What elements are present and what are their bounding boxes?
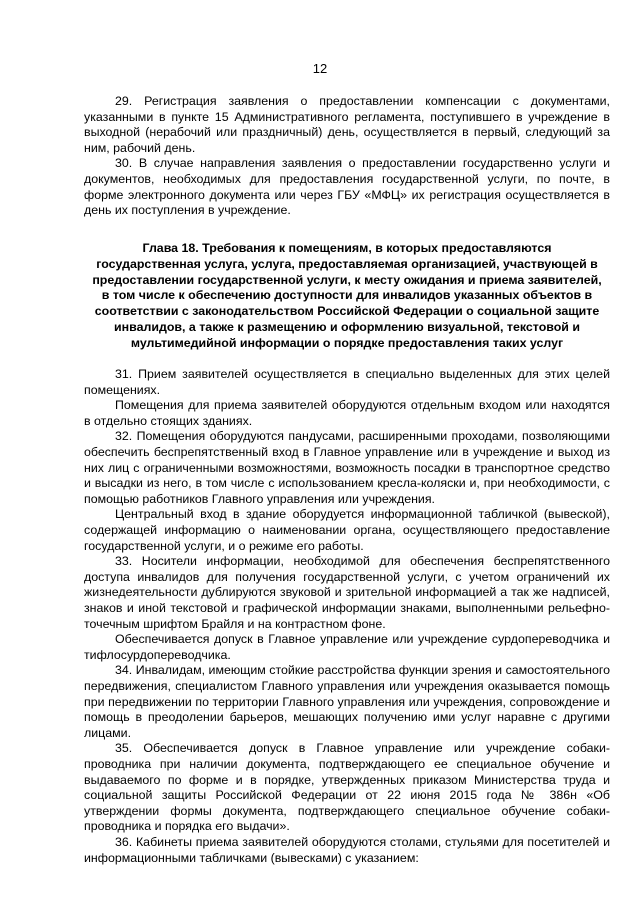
paragraph-34: 34. Инвалидам, имеющим стойкие расстройства функции зрения и самостоятельного передвижения, специалистом Главного управления или учреждения оказывается помощь при передвижении по территории Главного управления или учреждения, сопровождение и помощь в преодолении барьеров, мешающих получению ими услуг наравне с другими лицами.	[84, 663, 610, 740]
paragraph-36: 36. Кабинеты приема заявителей оборудуются столами, стульями для посетителей и информационными табличками (вывесками) с указанием:	[84, 834, 610, 865]
page-number: 12	[312, 61, 328, 76]
paragraph-31: 31. Прием заявителей осуществляется в специально выделенных для этих целей помещениях.	[84, 367, 610, 397]
paragraph-35: 35. Обеспечивается допуск в Главное управление или учреждение собаки-проводника при наличии документа, подтверждающего ее специальное обучение и выдаваемого по форме и в порядке, утвержденных приказом Министерства труда и социальной защиты Российской Федерации от 22 июня 2015 года № 386н «Об утверждении формы документа, подтверждающего специальное обучение собаки-проводника и порядка его выдачи».	[84, 741, 610, 834]
section-spacer	[84, 352, 610, 367]
paragraph-30: 30. В случае направления заявления о предоставлении государственно услуги и документов, необходимых для предоставления государственной услуги, по почте, в форме электронного документа или через ГБУ «МФЦ» их регистрация осуществляется в день их поступления в учреждение.	[84, 156, 610, 218]
paragraph-premises-entrance: Помещения для приема заявителей оборудуются отдельным входом или находятся в отдельно стоящих зданиях.	[84, 398, 610, 428]
paragraph-central-entrance: Центральный вход в здание оборудуется информационной табличкой (вывеской), содержащей информацию о наименовании органа, осуществляющего предоставление государственной услуги, и о режиме его работы.	[84, 507, 610, 553]
paragraph-32: 32. Помещения оборудуются пандусами, расширенными проходами, позволяющими обеспечить беспрепятственный вход в Главное управление или в учреждение и выход из них лиц с ограниченными возможностями, возможность посадки в транспортное средство и высадки из него, в том числе с использованием кресла-коляски и, при необходимости, с помощью работников Главного управления или учреждения.	[84, 429, 610, 506]
paragraph-33: 33. Носители информации, необходимой для обеспечения беспрепятственного доступа инвалидов для получения государственной услуги, с учетом ограничений их жизнедеятельности дублируются звуковой и зрительной информацией а так же надписей, знаков и иной текстовой и графической информации знаками, выполненными рельефно-точечным шрифтом Брайля и на контрастном фоне.	[84, 554, 610, 631]
chapter-18-heading: Глава 18. Требования к помещениям, в которых предоставляются государственная услуга, услуга, предоставляемая организацией, участвующей в предоставлении государственной услуги, к месту ожидания и приема заявителей, в том числе к обеспечению доступности для инвалидов указанных объектов в соответствии с законодательством Российской Федерации о социальной защите инвалидов, а также к размещению и оформлению визуальной, текстовой и мультимедийной информации о порядке предоставления таких услуг	[92, 240, 602, 351]
paragraph-29: 29. Регистрация заявления о предоставлении компенсации с документами, указанными в пункте 15 Административного регламента, поступившего в учреждение в выходной (нерабочий или праздничный) день, осуществляется в первый, следующий за ним, рабочий день.	[84, 94, 610, 155]
document-body	[84, 94, 610, 866]
paragraph-interpreter-access: Обеспечивается допуск в Главное управление или учреждение сурдопереводчика и тифлосурдопереводчика.	[84, 632, 610, 662]
